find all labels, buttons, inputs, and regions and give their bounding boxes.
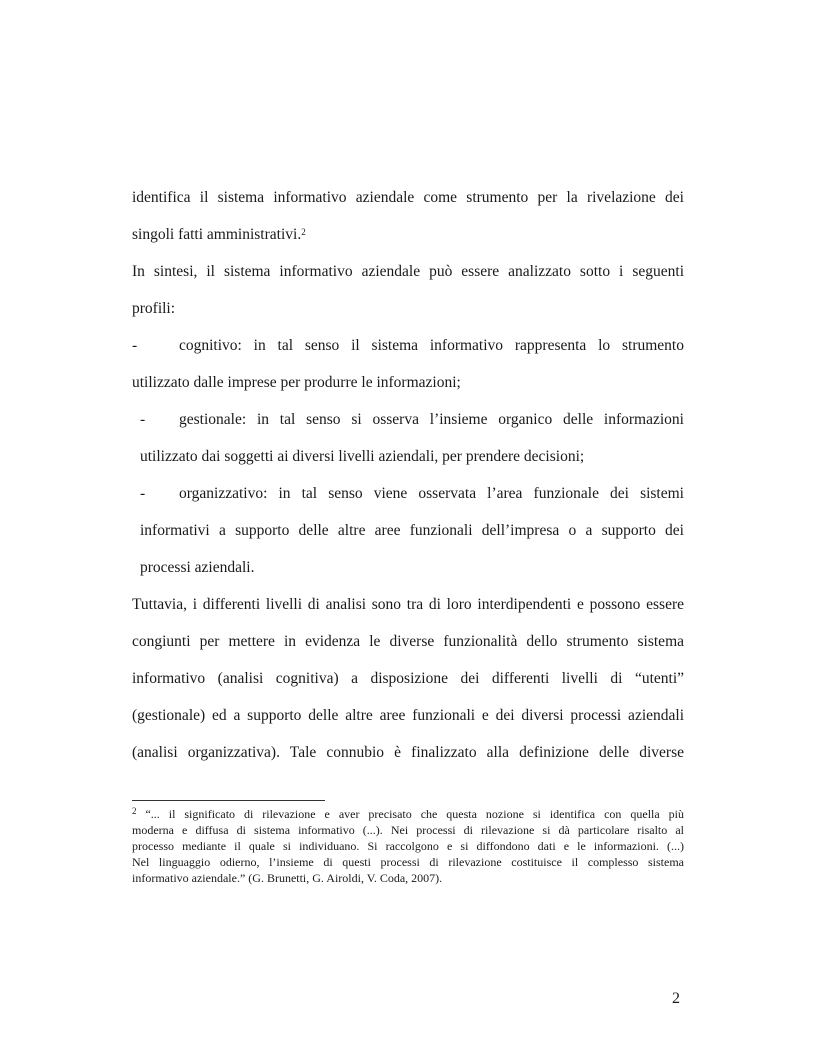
footnote-separator (132, 800, 325, 801)
paragraph-line-1: Tuttavia, i differenti livelli di analisi sono tra di loro interdipendenti e possono essere (132, 596, 684, 613)
body-line-2-text: singoli fatti amministrativi. (132, 226, 302, 243)
page-number: 2 (672, 990, 680, 1007)
footnote-line-1 (132, 807, 684, 823)
body-line-4: profili: (132, 300, 176, 317)
list-item-1-line-2: utilizzato dalle imprese per produrre le informazioni; (132, 374, 461, 391)
footnote-number: 2 (132, 806, 137, 816)
paragraph-line-3: informativo (analisi cognitiva) a disposizione dei differenti livelli di “utenti” (132, 670, 684, 687)
list-item-3-line-3: processi aziendali. (140, 559, 255, 576)
paragraph-line-2: congiunti per mettere in evidenza le diverse funzionalità dello strumento sistema (132, 633, 684, 650)
footnote-line-3: processo mediante il quale si individuano. Si raccolgono e si diffondono dati e le informazioni. (...) (132, 839, 684, 853)
list-item-3-line-2: informativi a supporto delle altre aree funzionali dell’impresa o a supporto dei (140, 522, 684, 539)
list-dash: - (132, 337, 138, 354)
list-item-2-line-2: utilizzato dai soggetti ai diversi livelli aziendali, per prendere decisioni; (140, 448, 585, 465)
footnote-line-2: moderna e diffusa di sistema informativo (...). Nei processi di rilevazione si dà particolare risalto al (132, 823, 684, 837)
body-line-2 (132, 225, 684, 245)
list-item-3-line-1: organizzativo: in tal senso viene osservata l’area funzionale dei sistemi (179, 485, 684, 502)
list-dash: - (140, 485, 146, 502)
list-item-2-line-1: gestionale: in tal senso si osserva l’insieme organico delle informazioni (179, 411, 684, 428)
footnote-ref[interactable]: 2 (301, 227, 306, 237)
list-dash: - (140, 411, 146, 428)
body-line-3: In sintesi, il sistema informativo aziendale può essere analizzato sotto i seguenti (132, 263, 684, 280)
body-line-1: identifica il sistema informativo aziendale come strumento per la rivelazione dei (132, 189, 684, 206)
footnote-line-4: Nel linguaggio odierno, l’insieme di questi processi di rilevazione costituisce il complesso sistema (132, 855, 684, 869)
footnote-line-1-text: “... il significato di rilevazione e aver precisato che questa nozione si identifica con quella più (136, 807, 684, 821)
footnote-line-5: informativo aziendale.” (G. Brunetti, G. Airoldi, V. Coda, 2007). (132, 871, 443, 885)
list-item-1-line-1: cognitivo: in tal senso il sistema informativo rappresenta lo strumento (179, 337, 684, 354)
paragraph-line-5: (analisi organizzativa). Tale connubio è finalizzato alla definizione delle diverse (132, 744, 684, 761)
paragraph-line-4: (gestionale) ed a supporto delle altre aree funzionali e dei diversi processi aziendali (132, 707, 684, 724)
